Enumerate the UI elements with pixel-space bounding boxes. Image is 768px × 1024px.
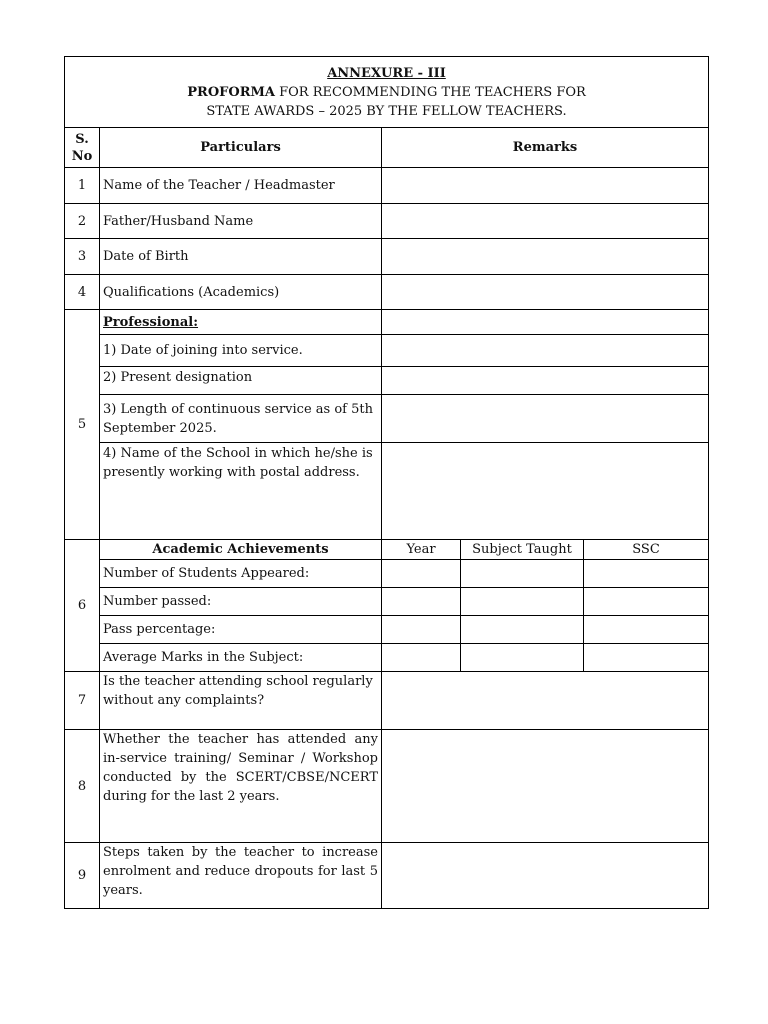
professional-item: 4) Name of the School in which he/she is presently working with postal address. bbox=[100, 443, 382, 540]
table-row bbox=[65, 672, 709, 730]
table-row bbox=[65, 730, 709, 843]
ssc-field[interactable] bbox=[584, 588, 709, 616]
column-header-sno: S. No bbox=[65, 128, 100, 168]
table-row bbox=[65, 843, 709, 909]
annexure-title: ANNEXURE - III bbox=[327, 65, 446, 81]
row-label: Whether the teacher has attended any in-service training/ Seminar / Workshop conducted by the SCERT/CBSE/NCERT during for the last 2 years. bbox=[100, 730, 382, 843]
subject-field[interactable] bbox=[461, 644, 584, 672]
row-label: Is the teacher attending school regularly without any complaints? bbox=[100, 672, 382, 730]
table-row bbox=[65, 395, 709, 443]
row-number: 5 bbox=[65, 310, 100, 540]
row-number: 2 bbox=[65, 204, 100, 239]
year-field[interactable] bbox=[382, 644, 461, 672]
table-row bbox=[65, 588, 709, 616]
professional-item: 3) Length of continuous service as of 5th September 2025. bbox=[100, 395, 382, 443]
year-field[interactable] bbox=[382, 616, 461, 644]
ssc-field[interactable] bbox=[584, 644, 709, 672]
subject-field[interactable] bbox=[461, 588, 584, 616]
ssc-field[interactable] bbox=[584, 560, 709, 588]
ssc-field[interactable] bbox=[584, 616, 709, 644]
row-number: 9 bbox=[65, 843, 100, 909]
table-row bbox=[65, 310, 709, 335]
professional-heading-text: Professional: bbox=[103, 314, 199, 330]
form-title bbox=[65, 57, 709, 128]
academic-item: Average Marks in the Subject: bbox=[100, 644, 382, 672]
year-field[interactable] bbox=[382, 588, 461, 616]
table-row bbox=[65, 239, 709, 275]
table-row bbox=[65, 367, 709, 395]
table-row bbox=[65, 335, 709, 367]
remarks-field[interactable] bbox=[382, 443, 709, 540]
academic-item: Pass percentage: bbox=[100, 616, 382, 644]
remarks-field[interactable] bbox=[382, 275, 709, 310]
remarks-field[interactable] bbox=[382, 730, 709, 843]
row-number: 3 bbox=[65, 239, 100, 275]
row-label: Date of Birth bbox=[100, 239, 382, 275]
remarks-field[interactable] bbox=[382, 168, 709, 204]
table-row bbox=[65, 644, 709, 672]
remarks-field[interactable] bbox=[382, 843, 709, 909]
column-header-ssc: SSC bbox=[584, 540, 709, 560]
row-number: 8 bbox=[65, 730, 100, 843]
row-number: 4 bbox=[65, 275, 100, 310]
professional-heading bbox=[100, 310, 382, 335]
remarks-field[interactable] bbox=[382, 335, 709, 367]
remarks-field[interactable] bbox=[382, 310, 709, 335]
column-header-particulars: Particulars bbox=[100, 128, 382, 168]
row-label: Qualifications (Academics) bbox=[100, 275, 382, 310]
proforma-line2: STATE AWARDS – 2025 BY THE FELLOW TEACHERS. bbox=[206, 103, 567, 119]
remarks-field[interactable] bbox=[382, 204, 709, 239]
row-label: Father/Husband Name bbox=[100, 204, 382, 239]
row-number: 1 bbox=[65, 168, 100, 204]
remarks-field[interactable] bbox=[382, 367, 709, 395]
table-row bbox=[65, 616, 709, 644]
proforma-heading bbox=[65, 83, 708, 102]
table-row bbox=[65, 560, 709, 588]
academic-item: Number passed: bbox=[100, 588, 382, 616]
row-label: Name of the Teacher / Headmaster bbox=[100, 168, 382, 204]
academic-item: Number of Students Appeared: bbox=[100, 560, 382, 588]
proforma-table bbox=[64, 56, 709, 909]
remarks-field[interactable] bbox=[382, 239, 709, 275]
row-label: Steps taken by the teacher to increase enrolment and reduce dropouts for last 5 years. bbox=[100, 843, 382, 909]
remarks-field[interactable] bbox=[382, 395, 709, 443]
column-header-remarks: Remarks bbox=[382, 128, 709, 168]
professional-item: 1) Date of joining into service. bbox=[100, 335, 382, 367]
table-row bbox=[65, 168, 709, 204]
table-row bbox=[65, 204, 709, 239]
row-number: 7 bbox=[65, 672, 100, 730]
subject-field[interactable] bbox=[461, 560, 584, 588]
column-header-subject: Subject Taught bbox=[461, 540, 584, 560]
year-field[interactable] bbox=[382, 560, 461, 588]
professional-item: 2) Present designation bbox=[100, 367, 382, 395]
proforma-line1: FOR RECOMMENDING THE TEACHERS FOR bbox=[274, 84, 586, 100]
row-number: 6 bbox=[65, 540, 100, 672]
academic-heading: Academic Achievements bbox=[100, 540, 382, 560]
table-row bbox=[65, 443, 709, 540]
table-row bbox=[65, 275, 709, 310]
table-row bbox=[65, 540, 709, 560]
remarks-field[interactable] bbox=[382, 672, 709, 730]
column-header-year: Year bbox=[382, 540, 461, 560]
subject-field[interactable] bbox=[461, 616, 584, 644]
proforma-label: PROFORMA bbox=[187, 84, 275, 100]
